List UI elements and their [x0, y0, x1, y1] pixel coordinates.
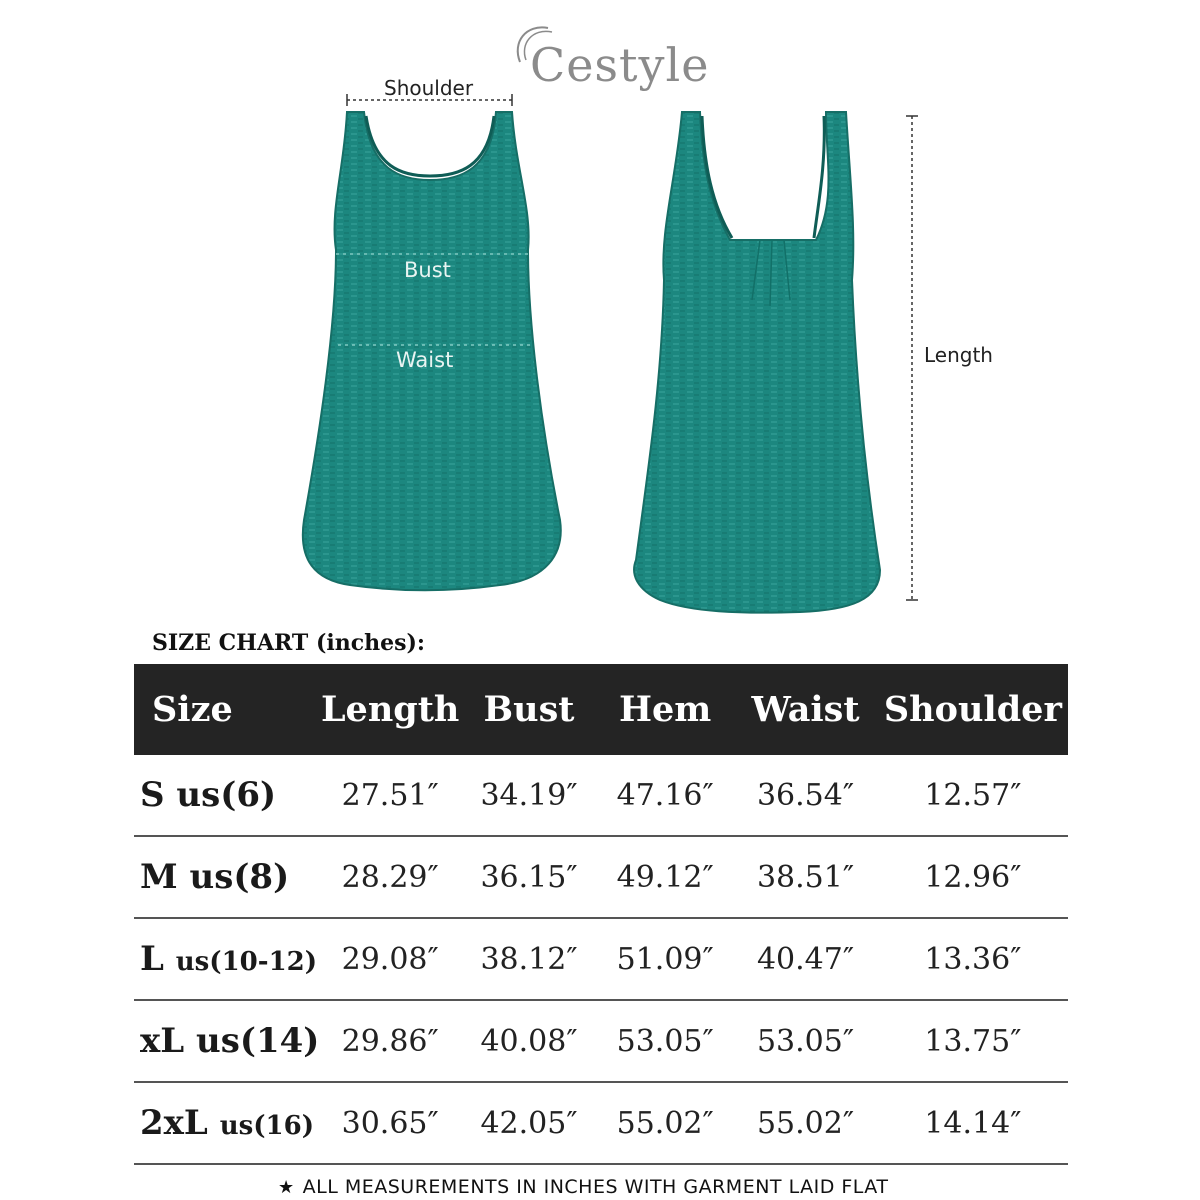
length-cell: 28.29″ — [319, 836, 461, 918]
header-length: Length — [319, 664, 461, 755]
hem-cell: 49.12″ — [597, 836, 733, 918]
shoulder-cell: 13.36″ — [878, 918, 1068, 1000]
waist-cell: 36.54″ — [733, 755, 878, 836]
measurement-footnote — [278, 1176, 888, 1198]
size-chart-table — [134, 664, 1068, 1165]
size-chart-title: SIZE CHART (inches): — [152, 630, 426, 656]
star-icon: ★ — [278, 1177, 295, 1198]
header-shoulder: Shoulder — [878, 664, 1068, 755]
hem-cell: 47.16″ — [597, 755, 733, 836]
hem-cell: 55.02″ — [597, 1082, 733, 1164]
header-waist: Waist — [733, 664, 878, 755]
bust-cell: 38.12″ — [461, 918, 597, 1000]
header-size: Size — [134, 664, 319, 755]
bust-cell: 36.15″ — [461, 836, 597, 918]
length-label: Length — [924, 343, 993, 367]
waist-cell: 38.51″ — [733, 836, 878, 918]
length-cell: 27.51″ — [319, 755, 461, 836]
header-hem: Hem — [597, 664, 733, 755]
size-cell: S us(6) — [134, 755, 319, 836]
shoulder-label: Shoulder — [384, 76, 474, 100]
bust-cell: 34.19″ — [461, 755, 597, 836]
table-row — [134, 918, 1068, 1000]
shoulder-cell: 14.14″ — [878, 1082, 1068, 1164]
shoulder-cell: 12.96″ — [878, 836, 1068, 918]
size-cell: L us(10-12) — [134, 918, 319, 1000]
size-cell: M us(8) — [134, 836, 319, 918]
waist-label: Waist — [396, 348, 454, 372]
header-bust: Bust — [461, 664, 597, 755]
length-cell: 30.65″ — [319, 1082, 461, 1164]
length-measure-line — [906, 116, 918, 600]
size-cell: xL us(14) — [134, 1000, 319, 1082]
hem-cell: 51.09″ — [597, 918, 733, 1000]
waist-cell: 53.05″ — [733, 1000, 878, 1082]
table-row — [134, 1082, 1068, 1164]
shoulder-cell: 12.57″ — [878, 755, 1068, 836]
table-row — [134, 755, 1068, 836]
hem-cell: 53.05″ — [597, 1000, 733, 1082]
brand-name: Cestyle — [530, 38, 710, 92]
table-row — [134, 836, 1068, 918]
waist-cell: 55.02″ — [733, 1082, 878, 1164]
size-cell: 2xL us(16) — [134, 1082, 319, 1164]
footnote-text: ALL MEASUREMENTS IN INCHES WITH GARMENT LAID FLAT — [302, 1176, 889, 1198]
bust-label: Bust — [404, 258, 451, 282]
table-row — [134, 1000, 1068, 1082]
back-tank-top — [634, 112, 880, 613]
shoulder-cell: 13.75″ — [878, 1000, 1068, 1082]
bust-cell: 42.05″ — [461, 1082, 597, 1164]
length-cell: 29.86″ — [319, 1000, 461, 1082]
bust-cell: 40.08″ — [461, 1000, 597, 1082]
table-header-row — [134, 664, 1068, 755]
waist-cell: 40.47″ — [733, 918, 878, 1000]
length-cell: 29.08″ — [319, 918, 461, 1000]
